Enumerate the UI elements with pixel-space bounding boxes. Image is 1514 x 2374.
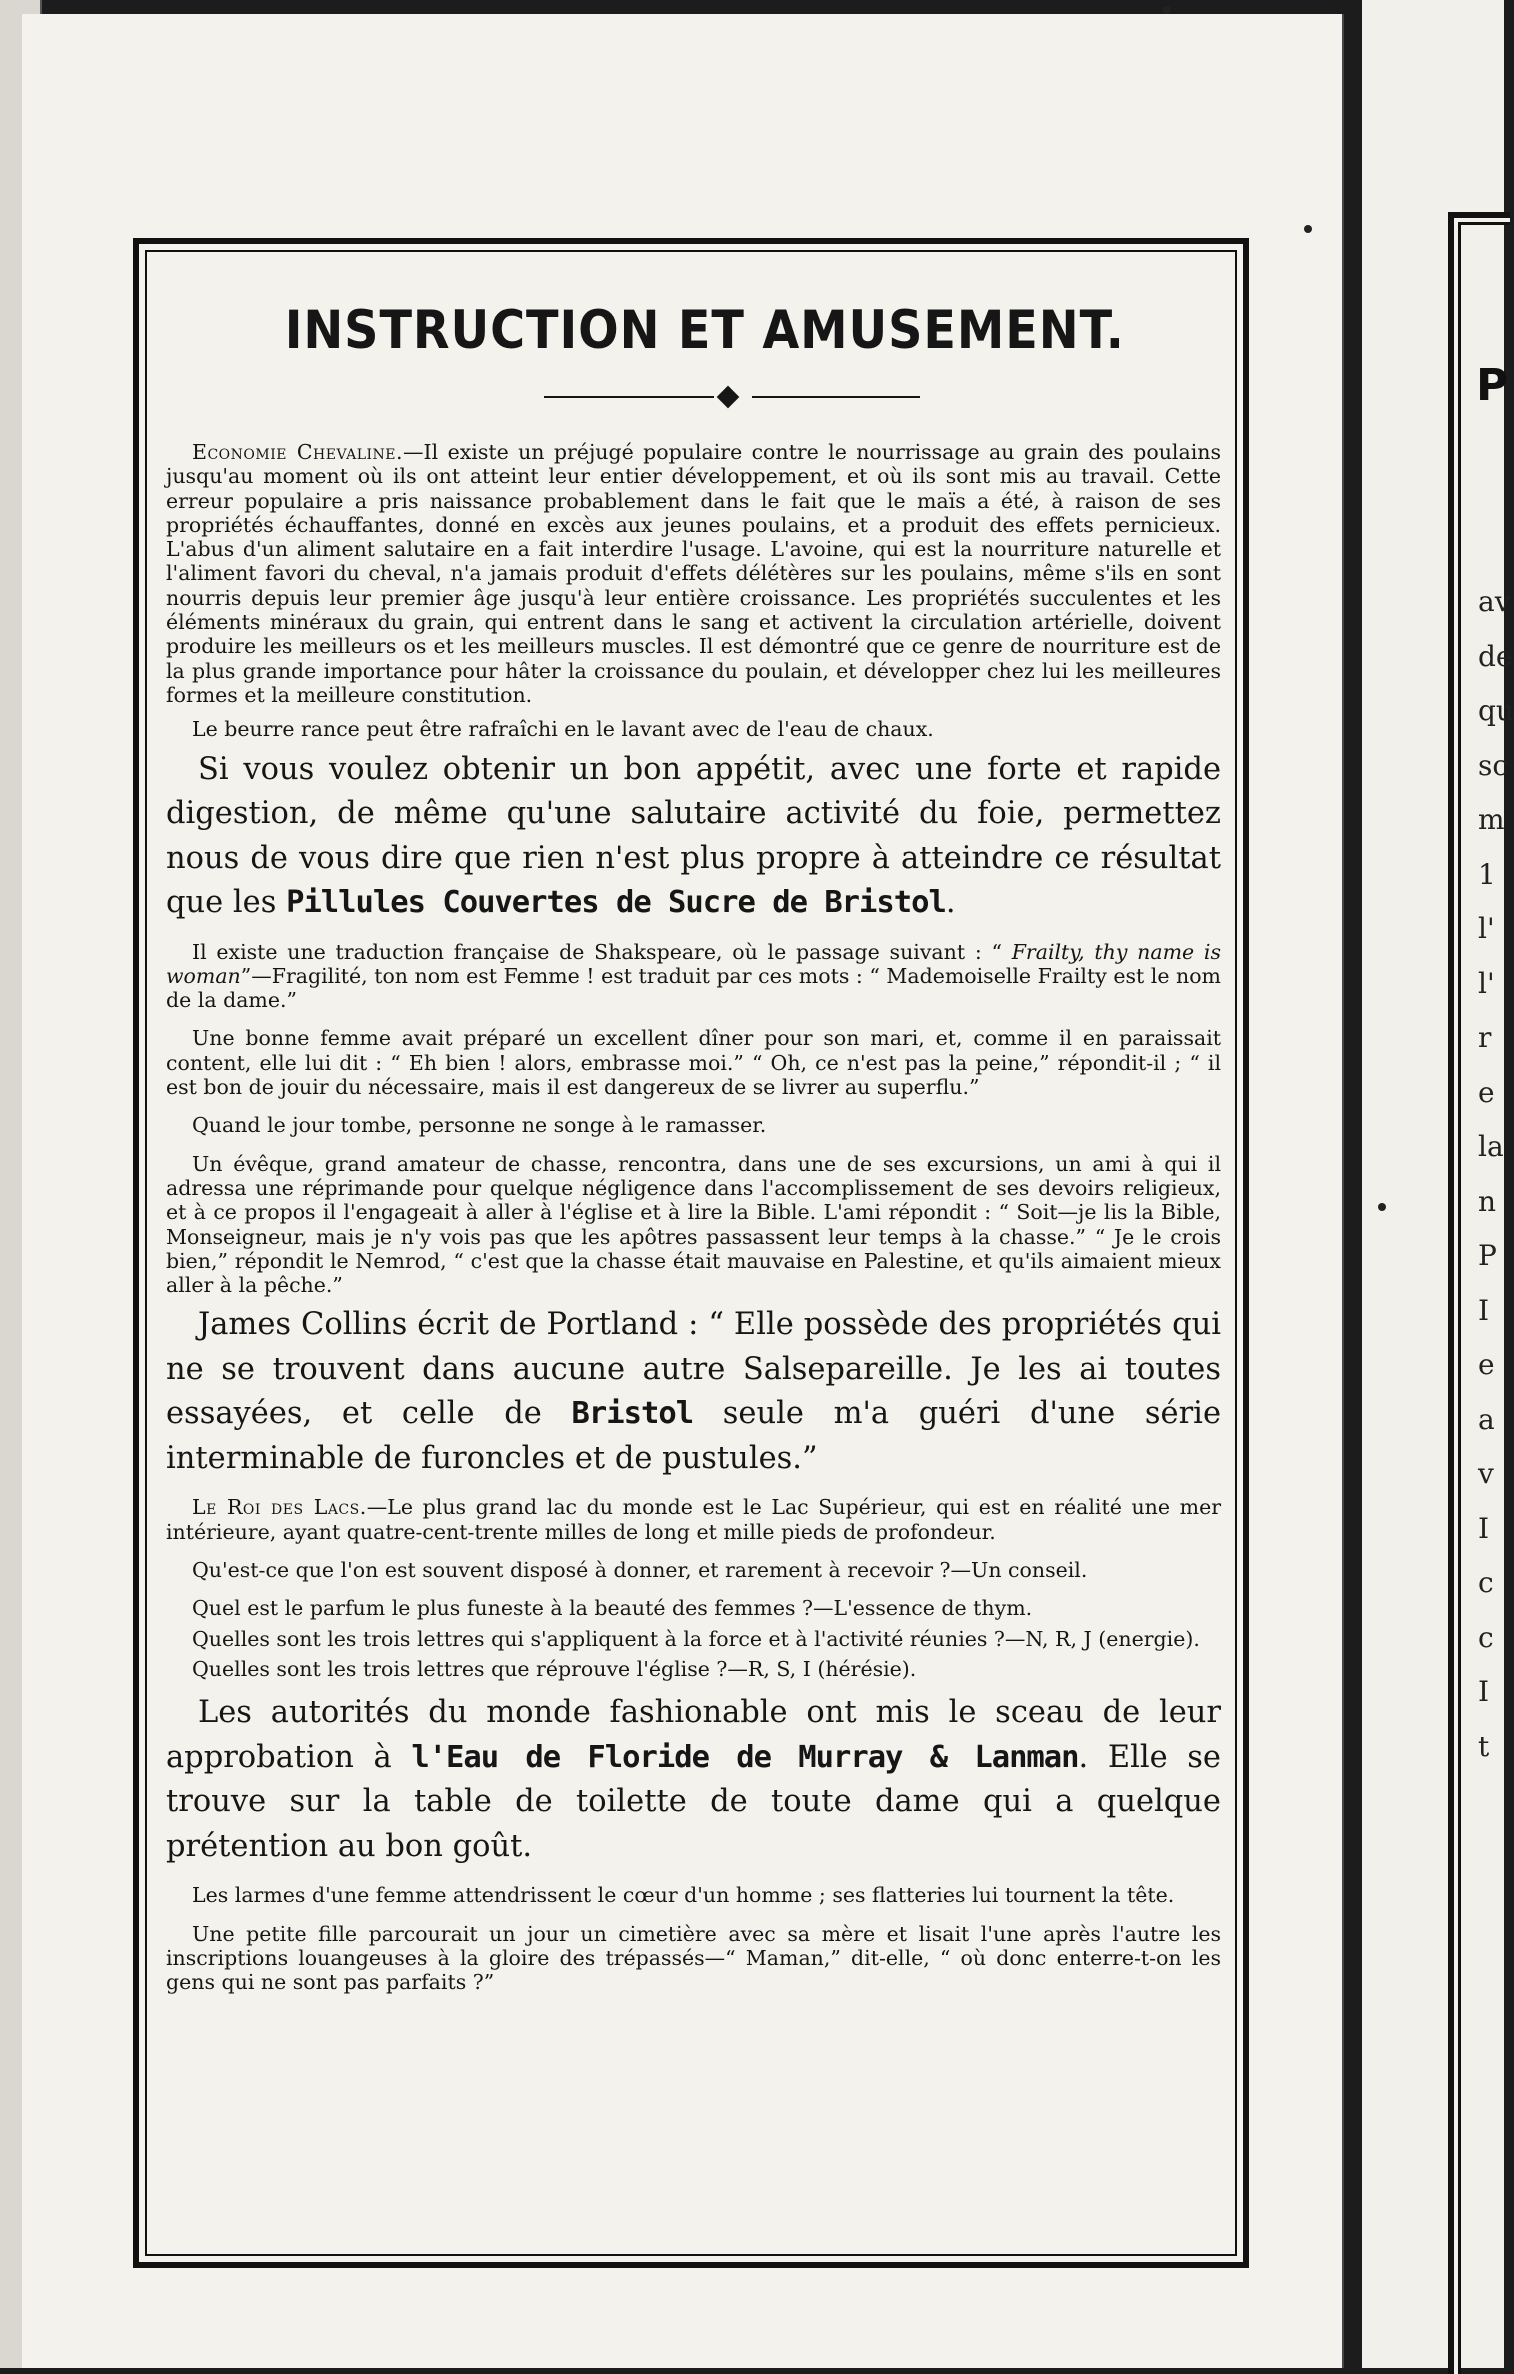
paragraph-text: Quelles sont les trois lettres que réprouve l'église ?—R, S, I (hérésie). xyxy=(192,1656,917,1681)
advert-eau-de-floride xyxy=(166,1691,1221,1869)
advert-text: James Collins écrit de Portland : “ Elle possède des propriétés qui ne se trouvent dans aucune autre Salsepareille. Je les ai toutes essayées, et celle de xyxy=(166,1307,1221,1432)
paragraph-lead: Le Roi des Lacs. xyxy=(192,1495,367,1520)
paragraph-text: Un évêque, grand amateur de chasse, rencontra, dans une de ses excursions, un ami à qui il adressa une réprimande pour quelque négligence dans l'accomplissement de ses devoirs religieux, et à ce propos il l'engageait à aller à l'église et à lire la Bible. L'ami répondit : “ Soit—je lis la Bible, Monseigneur, mais je n'y vois pas que les apôtres passassent leur temps à la chasse.” “ Je le crois bien,” répondit le Nemrod, “ c'est que la chasse était mauvaise en Palestine, et qu'ils aimaient mieux aller à la pêche.” xyxy=(166,1151,1221,1298)
paragraph-text: —Il existe un préjugé populaire contre le nourrissage au grain des poulains jusqu'au moment où ils ont atteint leur entier développement, et où ils sont mis au travail. Cette erreur populaire a pris naissance probablement dans le fait que le maïs a été, à raison de ses propriétés échauffantes, donné en excès aux jeunes poulains, et a produit des effets pernicieux. L'abus d'un aliment salutaire en a fait interdire l'usage. L'avoine, qui est la nourriture naturelle et l'aliment favori du cheval, n'a jamais produit d'effets délétères sur les poulains, même s'ils en sont nourris depuis leur premier âge jusqu'à leur entière croissance. Les propriétés succulentes et les éléments minéraux du grain, qui entrent dans le sang et activent la circulation artérielle, doivent produire les meilleurs os et les meilleurs muscles. Il est démontré que ce genre de nourriture est de la plus grande importance pour hâter la croissance du poulain, et développer chez lui les meilleures formes et la meilleure constitution. xyxy=(166,440,1221,707)
speck-mark xyxy=(1378,1203,1386,1211)
paragraph-text: Les larmes d'une femme attendrissent le cœur d'un homme ; ses flatteries lui tournent la tête. xyxy=(192,1883,1175,1908)
advert-text-end: . xyxy=(945,885,956,921)
paragraph-trois-lettres-eglise xyxy=(166,1657,1221,1681)
adjacent-page-text-fragments: av de qu sc m 1 l' l' r e la n P I e a v I c c I t xyxy=(1478,585,1514,1763)
speck-mark xyxy=(1304,225,1312,233)
advert-james-collins xyxy=(166,1303,1221,1481)
paragraph-text: —Le plus grand lac du monde est le Lac Supérieur, qui est en réalité une mer intérieure, ayant quatre-cent-trente milles de long et mille pieds de profondeur. xyxy=(166,1495,1221,1544)
paragraph-text: Quelles sont les trois lettres qui s'appliquent à la force et à l'activité réunies ?—N, R, J (energie). xyxy=(192,1626,1200,1651)
paragraph-lead: Economie Chevaline. xyxy=(192,440,404,464)
paragraph-petite-fille xyxy=(166,1922,1221,1995)
paragraph-eveque xyxy=(166,1152,1221,1298)
paragraph-quote-italic: Frailty, thy name is woman xyxy=(166,939,1221,988)
paragraph-larmes xyxy=(166,1883,1221,1907)
paragraph-roi-des-lacs xyxy=(166,1495,1221,1544)
advert-pillules-bristol xyxy=(166,748,1221,926)
speck-mark xyxy=(1163,6,1171,14)
paragraph-beurre-rance xyxy=(166,717,1221,741)
ornament-rule-right xyxy=(752,396,920,398)
advert-brand-name: Bristol xyxy=(571,1396,694,1432)
paragraph-parfum xyxy=(166,1596,1221,1620)
paragraph-text: Qu'est-ce que l'on est souvent disposé à donner, et rarement à recevoir ?—Un conseil. xyxy=(192,1558,1088,1583)
paragraph-jour-tombe xyxy=(166,1113,1221,1137)
ornament-rule-left xyxy=(544,396,714,398)
paragraph-conseil xyxy=(166,1558,1221,1582)
paragraph-trois-lettres-force xyxy=(166,1627,1221,1651)
ornament-diamond-icon xyxy=(717,386,740,409)
paragraph-economie-chevaline xyxy=(166,440,1221,707)
advert-text: Si vous voulez obtenir un bon appétit, avec une forte et rapide digestion, de même qu'une salutaire activité du foie, permettez nous de vous dire que rien n'est plus propre à atteindre ce résultat que les xyxy=(166,751,1221,921)
paragraph-text: Quel est le parfum le plus funeste à la beauté des femmes ?—L'essence de thym. xyxy=(192,1596,1033,1621)
advert-text-end: . Elle se trouve sur la table de toilette de toute dame qui a quelque prétention au bon goût. xyxy=(166,1739,1221,1864)
paragraph-text: Une bonne femme avait préparé un excellent dîner pour son mari, et, comme il en paraissait content, elle lui dit : “ Eh bien ! alors, embrasse moi.” “ Oh, ce n'est pas la peine,” répondit-il ; “ il est bon de jouir du nécessaire, mais il est dangereux de se livrer au superflu.” xyxy=(166,1026,1221,1100)
adjacent-page-heading: P xyxy=(1476,360,1509,411)
paragraph-text: Une petite fille parcourait un jour un cimetière avec sa mère et lisait l'une après l'autre les inscriptions louangeuses à la gloire des trépassés—“ Maman,” dit-elle, “ où donc enterre-t-on les gens qui ne sont pas parfaits ?” xyxy=(166,1921,1221,1995)
paragraph-text: Quand le jour tombe, personne ne songe à le ramasser. xyxy=(192,1113,767,1138)
paragraph-text-end: ”—Fragilité, ton nom est Femme ! est traduit par ces mots : “ Mademoiselle Frailty est le nom de la dame.” xyxy=(166,963,1221,1013)
paragraph-shakspeare xyxy=(166,940,1221,1013)
advert-brand-name: Pillules Couvertes de Sucre de Bristol xyxy=(286,885,946,921)
paragraph-text: Il existe une traduction française de Shakspeare, où le passage suivant : “ xyxy=(192,939,1012,964)
title-ornament xyxy=(166,382,1221,412)
advert-text-end: seule m'a guéri d'une série interminable de furoncles et de pustules.” xyxy=(166,1396,1221,1476)
advert-text: Les autorités du monde fashionable ont mis le sceau de leur approbation à xyxy=(166,1695,1221,1775)
page-title: INSTRUCTION ET AMUSEMENT. xyxy=(284,300,1125,361)
paragraph-text: Le beurre rance peut être rafraîchi en le lavant avec de l'eau de chaux. xyxy=(192,717,934,742)
advert-brand-name: l'Eau de Floride de Murray & Lanman xyxy=(411,1739,1079,1775)
article-content xyxy=(166,300,1221,1994)
paragraph-bonne-femme xyxy=(166,1026,1221,1099)
